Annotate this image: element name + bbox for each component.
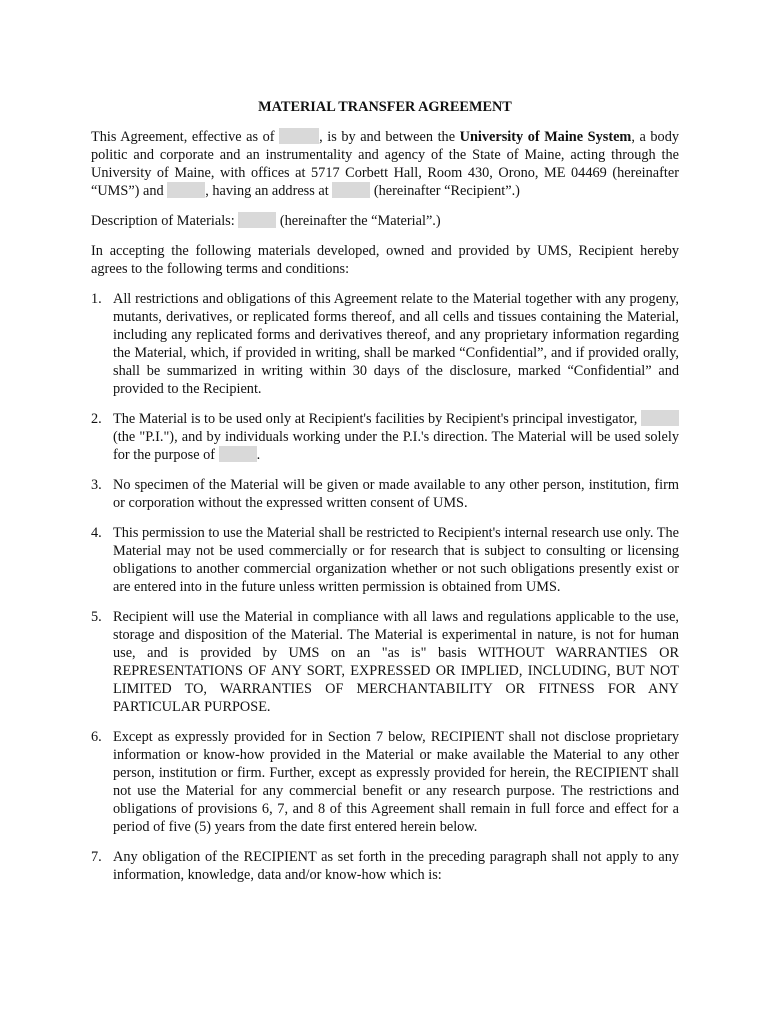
term-number: 6. [91,729,102,745]
term-item-4 [91,524,679,596]
term-text-part-2: (the "P.I."), and by individuals working under the P.I.'s direction. The Material will be used solely for the purpose of [113,429,679,463]
term-text: Except as expressly provided for in Section 7 below, RECIPIENT shall not disclose proprietary information or know-how provided in the Material or make available the Material to any other person, institution or firm. Further, except as expressly provided for herein, the RECIPIENT shall not use the Material for any commercial benefit or any research purpose. The restrictions and obligations of provisions 6, 7, and 8 of this Agreement shall remain in full force and effect for a period of five (5) years from the date first entered herein below. [113,729,679,835]
term-number: 1. [91,291,102,307]
term-item-3 [91,476,679,512]
term-text: Recipient will use the Material in compliance with all laws and regulations applicable to the use, storage and disposition of the Material. The Material is experimental in nature, is not for human use, and is provided by UMS on an "as is" basis WITHOUT WARRANTIES OR REPRESENTATIONS OF ANY SORT, EXPRESSED OR IMPLIED, INCLUDING, BUT NOT LIMITED TO, WARRANTIES OF MERCHANTABILITY OR FITNESS FOR ANY PARTICULAR PURPOSE. [113,609,679,715]
term-text: No specimen of the Material will be given or made available to any other person, institution, firm or corporation without the expressed written consent of UMS. [113,477,679,511]
materials-description-field[interactable] [238,212,276,228]
term-text: All restrictions and obligations of this Agreement relate to the Material together with any progeny, mutants, derivatives, or replicated forms thereof, and all cells and tissues containing the Material, including any replicated forms and derivatives thereof, and any proprietary information regarding the Material, which, if provided in writing, shall be marked “Confidential”, and if provided orally, shall be summarized in writing within 30 days of the disclosure, marked “Confidential” and provided to the Recipient. [113,291,679,397]
document-title: MATERIAL TRANSFER AGREEMENT [258,99,512,115]
intro-text-2: , is by and between the [319,129,460,145]
intro-text-3: , a body politic and corporate and an instrumentality and agency of the State of Maine, acting through the University of Maine, with offices at 5717 Corbett Hall, Room 430, Orono, ME 04469 (hereinafter “UMS”) and [91,129,679,199]
agreement-page [91,98,679,896]
description-label: Description of Materials: [91,213,239,229]
recipient-name-field[interactable] [167,182,205,198]
intro-text-4: , having an address at [205,183,333,199]
term-number: 4. [91,525,102,541]
term-text: Any obligation of the RECIPIENT as set forth in the preceding paragraph shall not apply to any information, knowledge, data and/or know-how which is: [113,849,679,883]
term-number: 5. [91,609,102,625]
term-number: 3. [91,477,102,493]
intro-text-1: This Agreement, effective as of [91,129,280,145]
term-text-part-1: The Material is to be used only at Recipient's facilities by Recipient's principal investigator, [113,411,641,427]
term-text-part-3: . [256,447,261,463]
term-item-2 [91,410,679,464]
term-item-1 [91,290,679,398]
term-number: 7. [91,849,102,865]
term-item-7 [91,848,679,884]
effective-date-field[interactable] [279,128,319,144]
term-text: This permission to use the Material shall be restricted to Recipient's internal research use only. The Material may not be used commercially or for research that is subject to consulting or licensing obligations to another commercial organization whether or not such obligations presently exist or are entered into in the future unless written permission is obtained from UMS. [113,525,679,595]
preamble-paragraph: In accepting the following materials developed, owned and provided by UMS, Recipient hereby agrees to the following terms and conditions: [91,243,679,277]
term-number: 2. [91,411,102,427]
recipient-address-field[interactable] [332,182,370,198]
party-name: University of Maine System [459,129,632,145]
term-item-6 [91,728,679,836]
intro-paragraph [91,128,679,200]
purpose-field[interactable] [219,446,257,462]
description-suffix: (hereinafter the “Material”.) [276,213,441,229]
term-item-5 [91,608,679,716]
intro-text-5: (hereinafter “Recipient”.) [370,183,520,199]
description-paragraph [91,212,679,230]
terms-list [91,290,679,884]
principal-investigator-field[interactable] [641,410,679,426]
